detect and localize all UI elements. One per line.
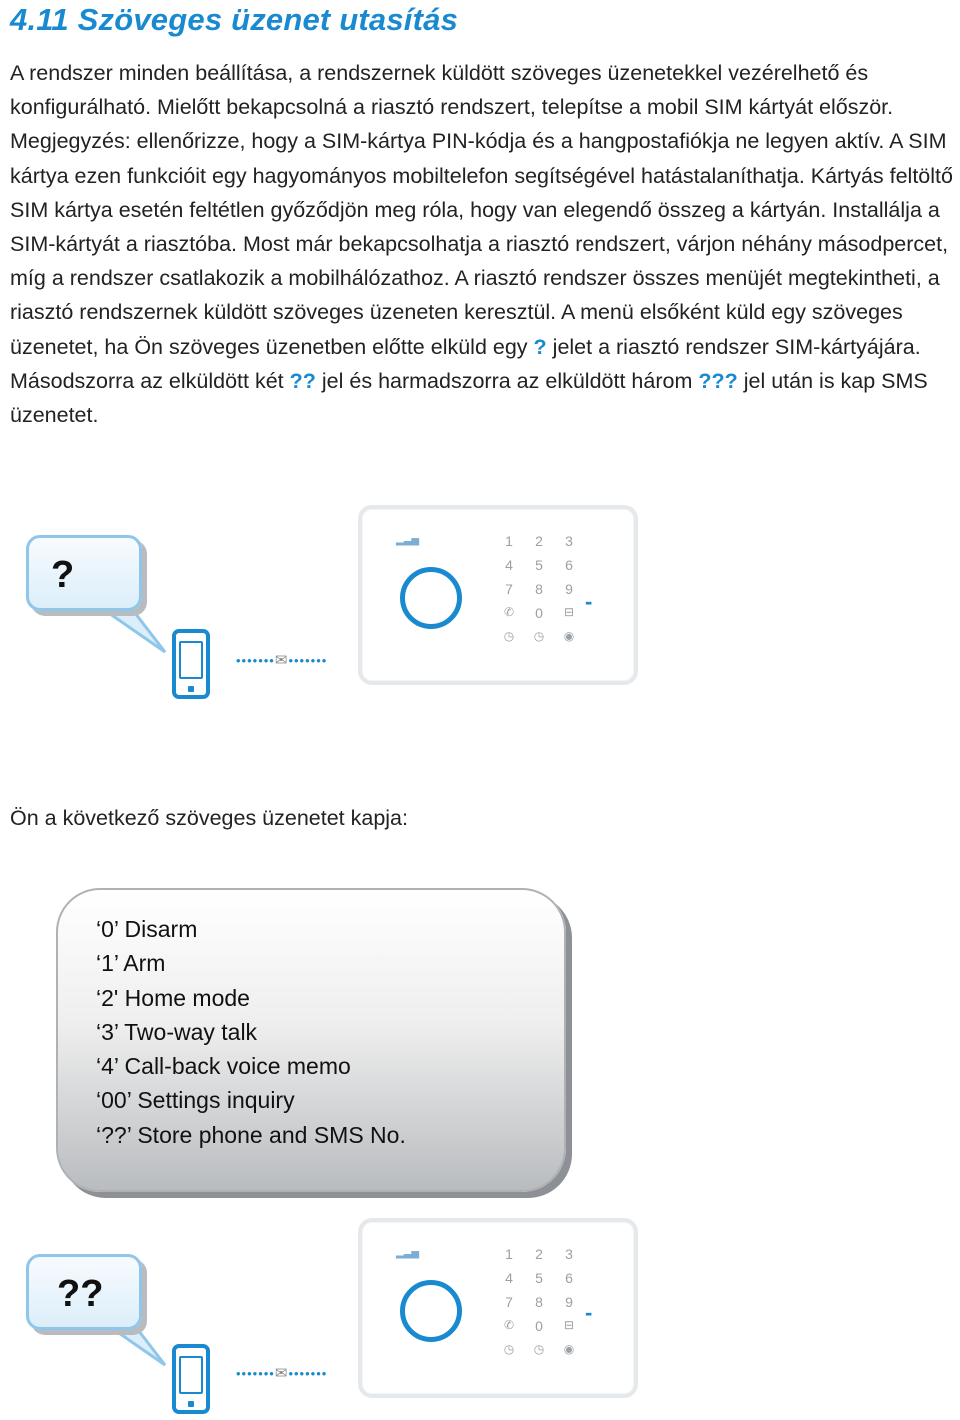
alarm-panel-1 <box>358 505 638 685</box>
disarm-key-icon: ◷ <box>503 1342 515 1356</box>
sms-illustration-2 <box>0 1218 960 1418</box>
keypad-key: 4 <box>505 557 513 573</box>
question-mark-3: ??? <box>698 368 738 393</box>
sending-message-icon: •••••••✉••••••• <box>236 1365 328 1382</box>
panel-dash-1: - <box>585 589 593 614</box>
keypad-key: 2 <box>535 533 543 549</box>
question-mark-2: ?? <box>289 368 316 393</box>
keypad-key: 0 <box>535 1318 543 1334</box>
intro-paragraph <box>10 56 960 432</box>
intro-text: A rendszer minden beállítása, a rendszernek küldött szöveges üzenetekkel vezérelhető és konfigurálható. Mielőtt bekapcsolná a riasztó rendszert, telepítse a mobil SIM kártyát először. Megjegyzés: ellenőrizze, hogy a SIM-kártya PIN-kódja és a hangpostafiókja ne legyen aktív. A SIM kártya ezen funkcióit egy hagyományos mobiltelefon segítségével hatástalaníthatja. Kártyás feltöltő SIM kártya esetén feltétlen győződjön meg róla, hogy van elegendő összeg a kártyán. Installálja a SIM-kártyát a riasztóba. Most már bekapcsolhatja a riasztó rendszert, várjon néhány másodpercet, míg a rendszer csatlakozik a mobilhálózathoz. A riasztó rendszer összes menüjét megtekintheti, a riasztó rendszernek küldött szöveges üzeneten keresztül. A menü elsőként küld egy szöveges üzenetet, ha Ön szöveges üzenetben előtte elküld egy <box>10 61 953 359</box>
keypad-key: 5 <box>535 1270 543 1286</box>
keypad-1 <box>494 533 584 643</box>
keypad-key: 9 <box>565 581 573 597</box>
intro-text-mid1: jelet a riasztó rendszer SIM-kártyájára. Másodszorra az elküldött két <box>10 334 921 393</box>
question-bubble-text-1: ? <box>51 554 75 596</box>
keypad-key: 3 <box>565 1246 573 1262</box>
keypad-key: 7 <box>505 1294 513 1310</box>
signal-icon: ▂▃▅ <box>396 535 420 546</box>
disarm-key-icon: ◷ <box>503 629 515 643</box>
sending-message-icon: •••••••✉••••••• <box>236 652 328 669</box>
phone-key-icon: ✆ <box>503 605 515 619</box>
mobile-phone-icon <box>172 629 210 699</box>
home-key-icon: ◉ <box>563 629 575 643</box>
page-title: 4.11 Szöveges üzenet utasítás <box>10 2 459 37</box>
menu-item-home-mode: ‘2' Home mode <box>96 984 250 1011</box>
menu-item-two-way-talk: ‘3’ Two-way talk <box>96 1018 258 1045</box>
keypad-key: 0 <box>535 605 543 621</box>
signal-icon: ▂▃▅ <box>396 1248 420 1259</box>
keypad-2 <box>494 1246 584 1356</box>
home-key-icon: ◉ <box>563 1342 575 1356</box>
keypad-key: 1 <box>505 533 513 549</box>
receive-label: Ön a következő szöveges üzenetet kapja: <box>10 806 408 830</box>
question-bubble-1 <box>26 535 142 611</box>
status-ring-icon <box>400 567 462 629</box>
intro-text-end: jel után is kap SMS üzenetet. <box>10 368 928 428</box>
question-bubble-2 <box>26 1254 142 1330</box>
keypad-key: 5 <box>535 557 543 573</box>
keypad-key: 6 <box>565 557 573 573</box>
intro-text-mid2: jel és harmadszorra az elküldött három <box>321 368 693 393</box>
status-ring-icon <box>400 1280 462 1342</box>
menu-item-disarm: ‘0’ Disarm <box>96 916 198 942</box>
menu-item-settings-inquiry: ‘00’ Settings inquiry <box>96 1087 295 1114</box>
menu-item-arm: ‘1’ Arm <box>96 950 166 977</box>
keypad-key: 1 <box>505 1246 513 1262</box>
keypad-key: 8 <box>535 1294 543 1310</box>
menu-item-voice-memo: ‘4’ Call-back voice memo <box>96 1053 351 1080</box>
cancel-key-icon: ⊟ <box>563 605 575 619</box>
sms-menu-bubble <box>56 888 566 1192</box>
question-mark-1: ? <box>533 334 547 359</box>
panel-dash-2: - <box>585 1300 593 1325</box>
sms-menu-list <box>96 912 406 1152</box>
cancel-key-icon: ⊟ <box>563 1318 575 1332</box>
phone-key-icon: ✆ <box>503 1318 515 1332</box>
keypad-key: 4 <box>505 1270 513 1286</box>
arm-key-icon: ◷ <box>533 629 545 643</box>
keypad-key: 2 <box>535 1246 543 1262</box>
arm-key-icon: ◷ <box>533 1342 545 1356</box>
keypad-key: 7 <box>505 581 513 597</box>
mobile-phone-icon <box>172 1344 210 1414</box>
keypad-key: 3 <box>565 533 573 549</box>
alarm-panel-2 <box>358 1218 638 1398</box>
keypad-key: 6 <box>565 1270 573 1286</box>
sms-illustration-1 <box>0 505 960 705</box>
keypad-key: 9 <box>565 1294 573 1310</box>
menu-item-store-phone: ‘??’ Store phone and SMS No. <box>96 1121 406 1148</box>
keypad-key: 8 <box>535 581 543 597</box>
question-bubble-text-2: ?? <box>57 1273 104 1315</box>
